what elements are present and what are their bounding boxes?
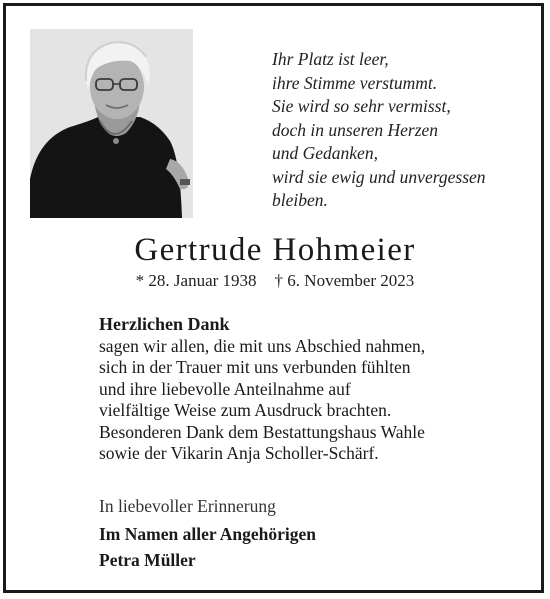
poem-line: ihre Stimme verstummt. [272,72,438,93]
thanks-line: vielfältige Weise zum Ausdruck brachten. [99,400,392,420]
family-line: Im Namen aller Angehörigen [99,524,316,544]
thanks-line: sowie der Vikarin Anja Scholler-Schärf. [99,443,379,463]
poem-verse [272,48,532,213]
portrait-photo [30,29,193,218]
thanks-line: Besonderen Dank dem Bestattungshaus Wahle [99,421,425,442]
deceased-name: Gertrude Hohmeier [134,232,416,268]
birth-date: * 28. Januar 1938 [135,271,257,290]
poem-line: bleiben. [272,190,328,210]
thanks-line: sagen wir allen, die mit uns Abschied nahmen, [99,335,426,356]
signoff [99,521,316,573]
signer-name: Petra Müller [99,550,196,570]
thanks-line: und ihre liebevolle Anteilnahme auf [99,378,351,399]
thanks-heading: Herzlichen Dank [99,314,230,334]
poem-line: doch in unseren Herzen [272,119,439,140]
death-date: † 6. November 2023 [274,271,415,290]
memory-line: In liebevoller Erinnerung [99,496,276,516]
life-dates [0,270,550,292]
poem-line: Ihr Platz ist leer, [272,49,389,69]
thanks-section [99,314,519,465]
poem-line: Sie wird so sehr vermisst, [272,96,451,116]
thanks-line: sich in der Trauer mit uns verbunden fühlten [99,357,411,377]
poem-line: wird sie ewig und unvergessen [272,166,486,187]
poem-line: und Gedanken, [272,143,378,163]
